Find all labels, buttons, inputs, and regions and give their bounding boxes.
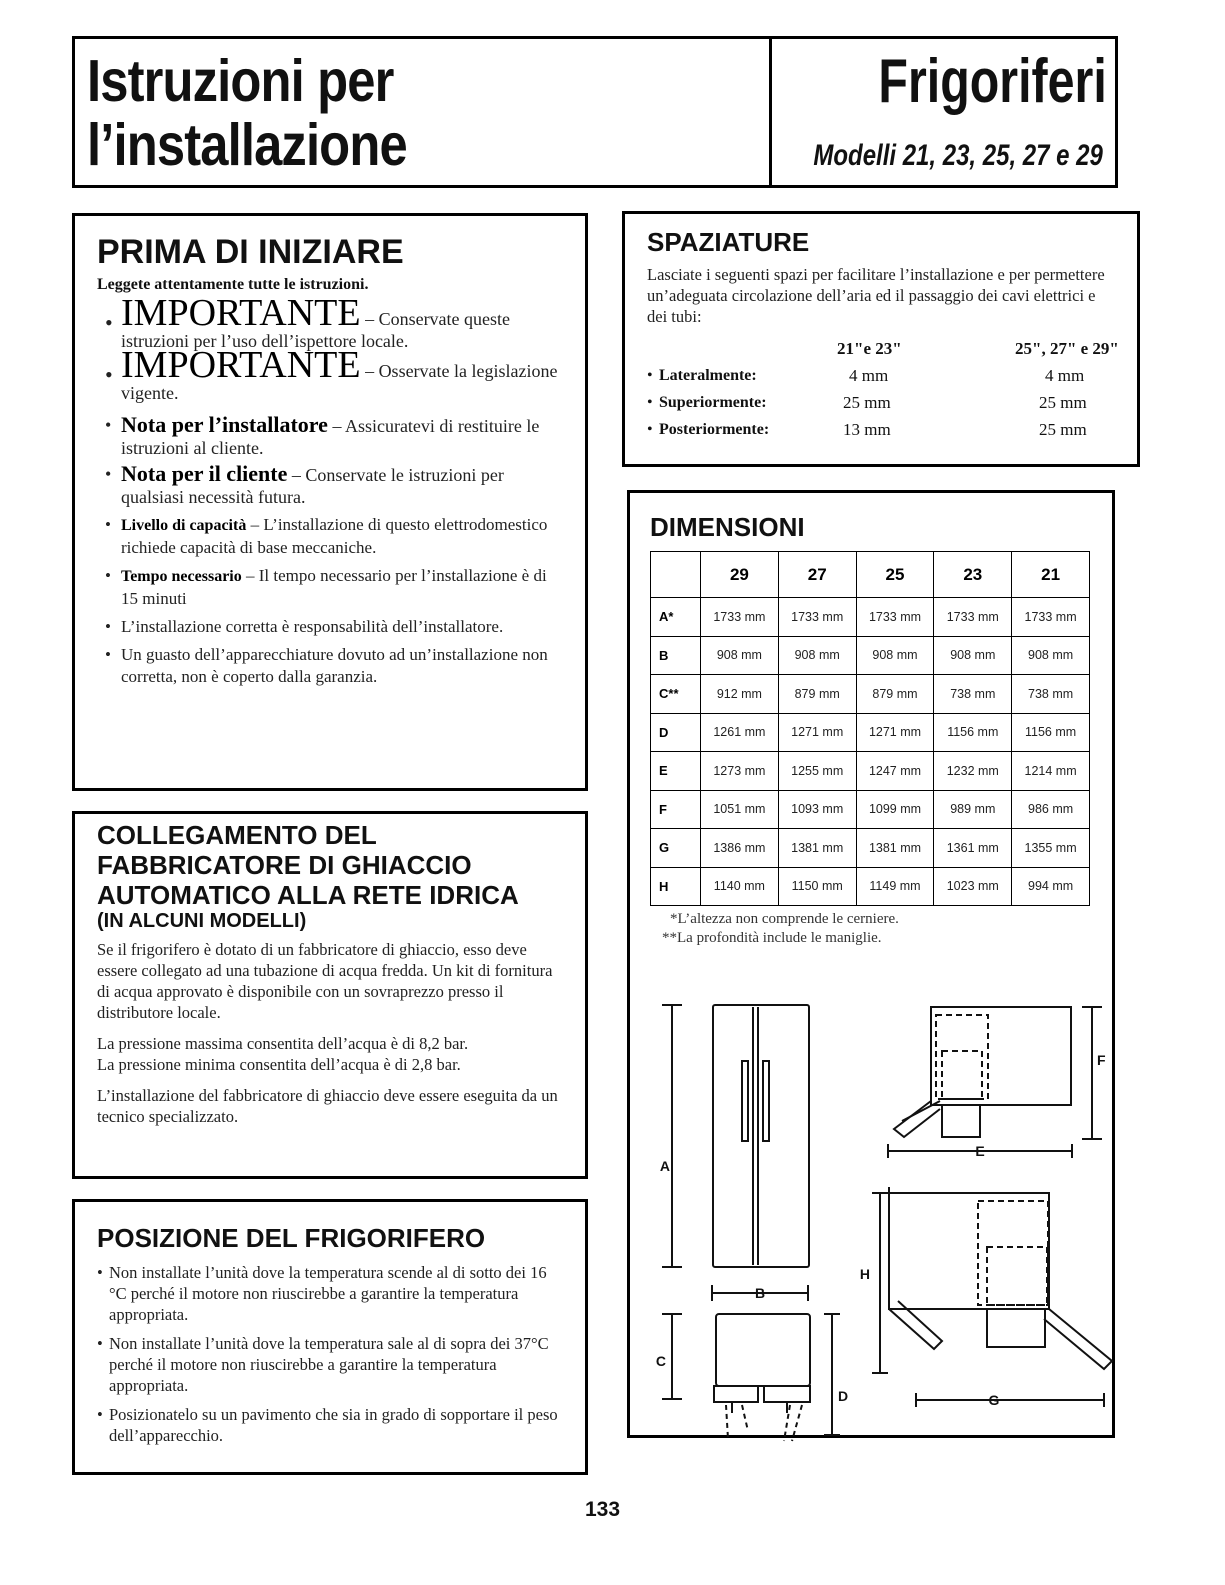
list-item: • Non installate l’unità dove la temperatura scende al di sotto dei 16 °C perché il motore non riuscirebbe a garantire la temperatura appropriata. — [97, 1262, 565, 1325]
col-header: 27 — [778, 552, 856, 598]
row-label: F — [651, 790, 701, 829]
table-cell: 1232 mm — [934, 752, 1012, 791]
row-label: H — [651, 867, 701, 906]
posizione-section — [72, 1199, 588, 1475]
table-cell: 1261 mm — [701, 713, 779, 752]
row-label: • Posteriormente: — [647, 416, 803, 443]
table-row — [651, 752, 1090, 791]
dimensioni-table — [650, 551, 1090, 906]
table-cell: 1733 mm — [778, 598, 856, 637]
table-cell: 1381 mm — [856, 829, 934, 868]
dimensioni-body — [651, 598, 1090, 906]
table-cell: 1150 mm — [778, 867, 856, 906]
pressure-min: La pressione minima consentita dell’acqua è di 2,8 bar. — [97, 1055, 461, 1074]
row-label: • Lateralmente: — [647, 362, 803, 389]
dimension-diagrams — [642, 1001, 1104, 1435]
plan-view-diagram-wide — [860, 1187, 1112, 1408]
dimensioni-notes — [650, 910, 1092, 948]
col-header: 21"e 23" — [837, 339, 902, 358]
header-title-line2: l’installazione — [87, 112, 407, 178]
collegamento-section — [72, 811, 588, 1179]
table-cell: 738 mm — [934, 675, 1012, 714]
table-cell: 1733 mm — [1012, 598, 1090, 637]
table-cell: 908 mm — [856, 636, 934, 675]
table-cell: 1214 mm — [1012, 752, 1090, 791]
page-header — [72, 36, 1118, 188]
col-header: 23 — [934, 552, 1012, 598]
cell: 25 mm — [843, 393, 891, 412]
table-cell: 1156 mm — [934, 713, 1012, 752]
table-cell: 879 mm — [856, 675, 934, 714]
table-cell: 1386 mm — [701, 829, 779, 868]
item-text: – Conservate queste istruzioni per l’uso dell’ispettore locale. — [121, 309, 511, 351]
note: *L’altezza non comprende le cerniere. — [670, 911, 899, 927]
col-header: 25", 27" e 29" — [1015, 339, 1119, 358]
plan-view-diagram-open — [888, 1007, 1106, 1159]
list-item: • Non installate l’unità dove la temperatura sale al di sopra dei 37°C perché il motore non riuscirebbe a garantire la temperatura appropriata. — [97, 1333, 565, 1396]
table-cell: 1355 mm — [1012, 829, 1090, 868]
table-cell: 1255 mm — [778, 752, 856, 791]
table-cell: 1156 mm — [1012, 713, 1090, 752]
spaziature-heading: SPAZIATURE — [647, 227, 810, 257]
col-header: 29 — [701, 552, 779, 598]
table-cell: 879 mm — [778, 675, 856, 714]
item-text: – Conservate le istruzioni per qualsiasi necessità futura. — [121, 465, 504, 507]
diagram-label-g: G — [988, 1392, 1000, 1408]
diagram-label-f: F — [1097, 1052, 1106, 1068]
cell: 4 mm — [849, 366, 889, 385]
table-cell: 1140 mm — [701, 867, 779, 906]
table-cell: 908 mm — [934, 636, 1012, 675]
dimensioni-section — [627, 490, 1115, 1438]
table-cell: 1271 mm — [778, 713, 856, 752]
table-row — [651, 636, 1090, 675]
table-cell: 989 mm — [934, 790, 1012, 829]
table-cell: 1247 mm — [856, 752, 934, 791]
table-cell: 738 mm — [1012, 675, 1090, 714]
prima-list — [97, 292, 565, 688]
list-item: • Posizionatelo su un pavimento che sia in grado di sopportare il peso dell’apparecchio. — [97, 1404, 565, 1446]
table-cell: 1271 mm — [856, 713, 934, 752]
item-text: – Assicuratevi di restituire le istruzioni al cliente. — [121, 416, 540, 458]
row-label: A* — [651, 598, 701, 637]
table-cell: 1381 mm — [778, 829, 856, 868]
item-label: Nota per l’installatore — [121, 412, 328, 437]
table-row — [651, 867, 1090, 906]
collegamento-subheading: (IN ALCUNI MODELLI) — [97, 910, 307, 932]
header-product-block — [772, 39, 1115, 185]
pressure-max: La pressione massima consentita dell’acqua è di 8,2 bar. — [97, 1034, 469, 1053]
posizione-list — [97, 1262, 565, 1446]
prima-heading: PRIMA DI INIZIARE — [97, 233, 404, 271]
dimensioni-heading: DIMENSIONI — [650, 512, 805, 542]
list-item — [97, 644, 565, 688]
item-text: Un guasto dell’apparecchiature dovuto ad un’installazione non corretta, non è coperto dalla garanzia. — [121, 645, 548, 686]
row-label: G — [651, 829, 701, 868]
diagram-label-a: A — [659, 1158, 670, 1174]
front-view-diagram — [660, 1005, 809, 1301]
col-header: 21 — [1012, 552, 1090, 598]
list-item — [97, 414, 565, 459]
list-item — [97, 344, 565, 404]
list-item — [97, 514, 565, 559]
diagram-label-e: E — [975, 1143, 985, 1159]
item-label: IMPORTANTE — [121, 344, 361, 386]
table-cell: 908 mm — [778, 636, 856, 675]
table-cell: 1733 mm — [856, 598, 934, 637]
corner-cell — [651, 552, 701, 598]
table-cell: 1361 mm — [934, 829, 1012, 868]
table-cell: 1023 mm — [934, 867, 1012, 906]
item-text: – L’installazione di questo elettrodomestico richiede capacità di base meccaniche. — [121, 515, 548, 557]
table-cell: 1149 mm — [856, 867, 934, 906]
diagram-label-h: H — [859, 1266, 870, 1282]
table-cell: 986 mm — [1012, 790, 1090, 829]
collegamento-paragraph: L’installazione del fabbricatore di ghiaccio deve essere eseguita da un tecnico specializzato. — [97, 1086, 558, 1126]
table-cell: 1093 mm — [778, 790, 856, 829]
spaziature-section — [622, 211, 1140, 467]
diagram-label-b: B — [754, 1285, 766, 1301]
note: **La profondità include le maniglie. — [662, 930, 882, 946]
header-product: Frigoriferi — [878, 47, 1107, 116]
item-text: – Osservate la legislazione vigente. — [121, 361, 558, 403]
side-view-diagram — [656, 1314, 848, 1441]
cell: 13 mm — [843, 420, 891, 439]
header-models: Modelli 21, 23, 25, 27 e 29 — [813, 139, 1103, 172]
item-label: Nota per il cliente — [121, 461, 288, 486]
table-cell: 1733 mm — [934, 598, 1012, 637]
table-cell: 908 mm — [1012, 636, 1090, 675]
collegamento-paragraph: Se il frigorifero è dotato di un fabbricatore di ghiaccio, esso deve essere collegato ad una tubazione di acqua fredda. Un kit di fornitura di acqua approvato è disponibile con un sovraprezzo presso il distributore locale. — [97, 940, 553, 1022]
table-cell: 1051 mm — [701, 790, 779, 829]
list-item — [97, 616, 565, 638]
list-item — [97, 565, 565, 610]
posizione-heading: POSIZIONE DEL FRIGORIFERO — [97, 1223, 486, 1253]
prima-lead: Leggete attentamente tutte le istruzioni. — [97, 276, 369, 293]
table-row — [651, 790, 1090, 829]
diagram-label-c: C — [655, 1353, 666, 1369]
prima-di-iniziare-section — [72, 213, 588, 791]
table-cell: 1273 mm — [701, 752, 779, 791]
row-label: C** — [651, 675, 701, 714]
table-row — [651, 713, 1090, 752]
item-text: L’installazione corretta è responsabilità dell’installatore. — [121, 617, 504, 636]
spaziature-table — [647, 335, 1117, 443]
spacer — [647, 335, 803, 362]
item-label: IMPORTANTE — [121, 292, 361, 334]
item-text: – Il tempo necessario per l’installazione è di 15 minuti — [121, 566, 547, 608]
list-item — [97, 463, 565, 508]
table-row — [651, 829, 1090, 868]
diagram-label-d: D — [838, 1388, 849, 1404]
row-label: • Superiormente: — [647, 389, 803, 416]
table-row — [651, 675, 1090, 714]
table-header-row — [651, 552, 1090, 598]
collegamento-heading: COLLEGAMENTO DEL FABBRICATORE DI GHIACCIO AUTOMATICO ALLA RETE IDRICA — [97, 820, 519, 910]
item-label: Livello di capacità — [121, 517, 247, 534]
spaziature-intro: Lasciate i seguenti spazi per facilitare l’installazione e per permettere un’adeguata circolazione dell’aria ed il passaggio dei cavi elettrici e dei tubi: — [647, 265, 1105, 326]
collegamento-pressure — [97, 1033, 565, 1075]
col-header: 25 — [856, 552, 934, 598]
table-cell: 994 mm — [1012, 867, 1090, 906]
table-row — [651, 598, 1090, 637]
table-cell: 908 mm — [701, 636, 779, 675]
row-label: B — [651, 636, 701, 675]
item-label: Tempo necessario — [121, 568, 242, 585]
cell: 4 mm — [1045, 366, 1085, 385]
table-cell: 1099 mm — [856, 790, 934, 829]
table-cell: 1733 mm — [701, 598, 779, 637]
page-number: 133 — [585, 1498, 621, 1521]
row-label: E — [651, 752, 701, 791]
table-cell: 912 mm — [701, 675, 779, 714]
cell: 25 mm — [1039, 420, 1087, 439]
cell: 25 mm — [1039, 393, 1087, 412]
header-title-block — [75, 39, 772, 185]
header-title-line1: Istruzioni per — [87, 48, 394, 114]
row-label: D — [651, 713, 701, 752]
